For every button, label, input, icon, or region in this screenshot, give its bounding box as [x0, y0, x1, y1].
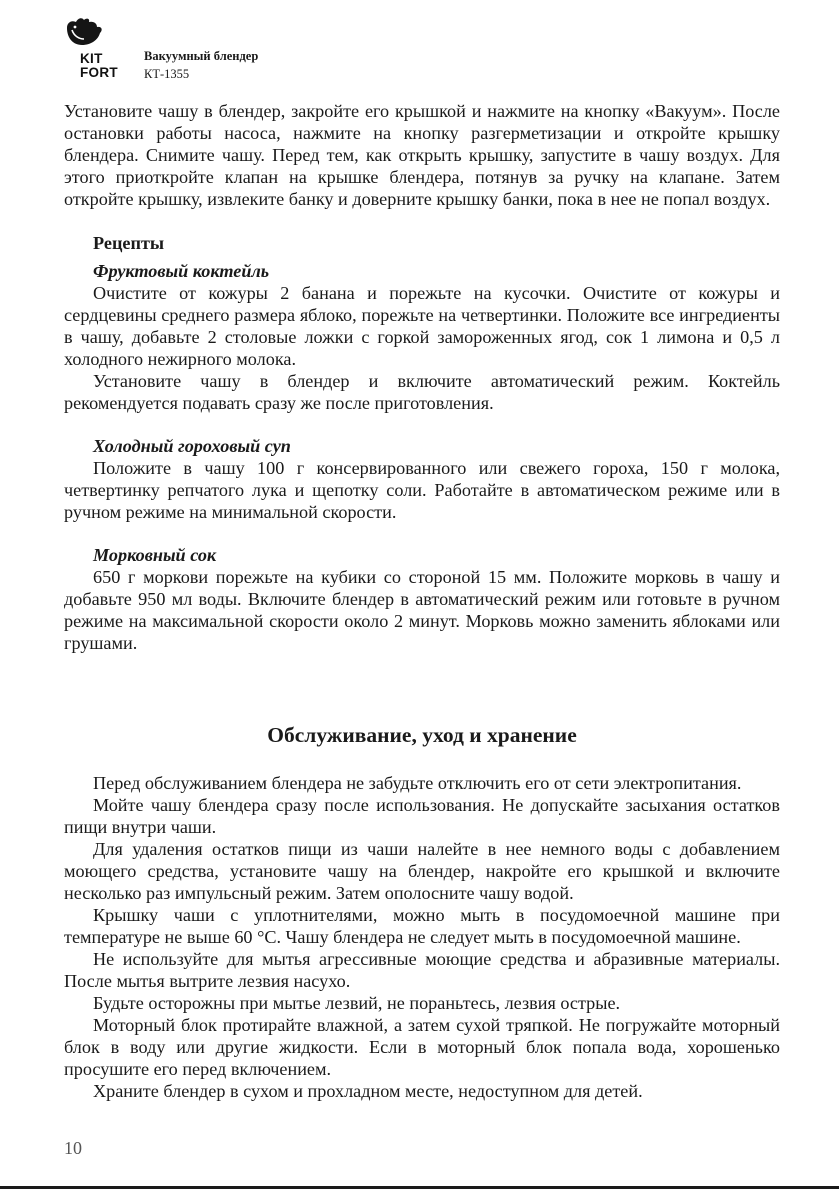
recipe-title: Холодный гороховый суп [93, 436, 291, 456]
page-content [64, 100, 780, 1102]
recipe-paragraph: 650 г моркови порежьте на кубики со стороной 15 мм. Положите морковь в чашу и добавьте 950 мл воды. Включите блендер в автоматический режим или готовьте в ручном режиме на максимальной скорости около 2 минут. Морковь можно заменить яблоками или грушами. [64, 567, 780, 653]
maintenance-paragraph: Мойте чашу блендера сразу после использования. Не допускайте засыхания остатков пищи внутри чаши. [64, 795, 780, 837]
recipes-heading: Рецепты [93, 233, 165, 253]
maintenance-paragraph: Будьте осторожны при мытье лезвий, не пораньтесь, лезвия острые. [93, 993, 621, 1013]
recipe-paragraph: Положите в чашу 100 г консервированного или свежего гороха, 150 г молока, четвертинку репчатого лука и щепотку соли. Работайте в автоматическом режиме или в ручном режиме на минимальной скорости. [64, 458, 780, 522]
brand-line-1: KIT [80, 51, 103, 66]
whale-icon [64, 16, 104, 50]
recipe-paragraph: Установите чашу в блендер и включите автоматический режим. Коктейль рекомендуется подавать сразу же после приготовления. [64, 371, 780, 413]
product-model: КТ-1355 [144, 67, 190, 81]
kitfort-logo [64, 16, 126, 82]
recipe-paragraph: Очистите от кожуры 2 банана и порежьте на кусочки. Очистите от кожуры и сердцевины среднего размера яблоко, порежьте на четвертинки. Положите все ингредиенты в чашу, добавьте 2 столовые ложки с горкой замороженных ягод, сок 1 лимона и 0,5 л холодного нежирного молока. [64, 283, 780, 369]
maintenance-paragraph: Для удаления остатков пищи из чаши налейте в нее немного воды с добавлением моющего средства, установите чашу на блендер, накройте его крышкой и включите несколько раз импульсный режим. Затем ополосните чашу водой. [64, 839, 780, 903]
page-header [64, 16, 464, 86]
product-title: Вакуумный блендер [144, 49, 259, 63]
maintenance-paragraph: Храните блендер в сухом и прохладном месте, недоступном для детей. [93, 1081, 643, 1101]
maintenance-paragraph: Крышку чаши с уплотнителями, можно мыть в посудомоечной машине при температуре не выше 60 °С. Чашу блендера не следует мыть в посудомоечной машине. [64, 905, 780, 947]
maintenance-paragraph: Моторный блок протирайте влажной, а затем сухой тряпкой. Не погружайте моторный блок в воду или другие жидкости. Если в моторный блок попала вода, хорошенько просушите его перед включением. [64, 1015, 780, 1079]
maintenance-heading: Обслуживание, уход и хранение [267, 723, 577, 747]
recipe-title: Фруктовый коктейль [93, 261, 270, 281]
recipe-title: Морковный сок [93, 545, 217, 565]
brand-line-2: FORT [80, 65, 118, 80]
maintenance-paragraph: Перед обслуживанием блендера не забудьте отключить его от сети электропитания. [93, 773, 742, 793]
page-number: 10 [64, 1138, 82, 1158]
maintenance-paragraph: Не используйте для мытья агрессивные моющие средства и абразивные материалы. После мытья вытрите лезвия насухо. [64, 949, 780, 991]
intro-paragraph: Установите чашу в блендер, закройте его крышкой и нажмите на кнопку «Вакуум». После остановки работы насоса, нажмите на кнопку разгерметизации и откройте крышку блендера. Снимите чашу. Перед тем, как открыть крышку, запустите в чашу воздух. Для этого приоткройте клапан на крышке блендера, потянув за ручку на клапане. Затем откройте крышку, извлеките банку и доверните крышку банки, пока в нее не попал воздух. [64, 101, 780, 209]
